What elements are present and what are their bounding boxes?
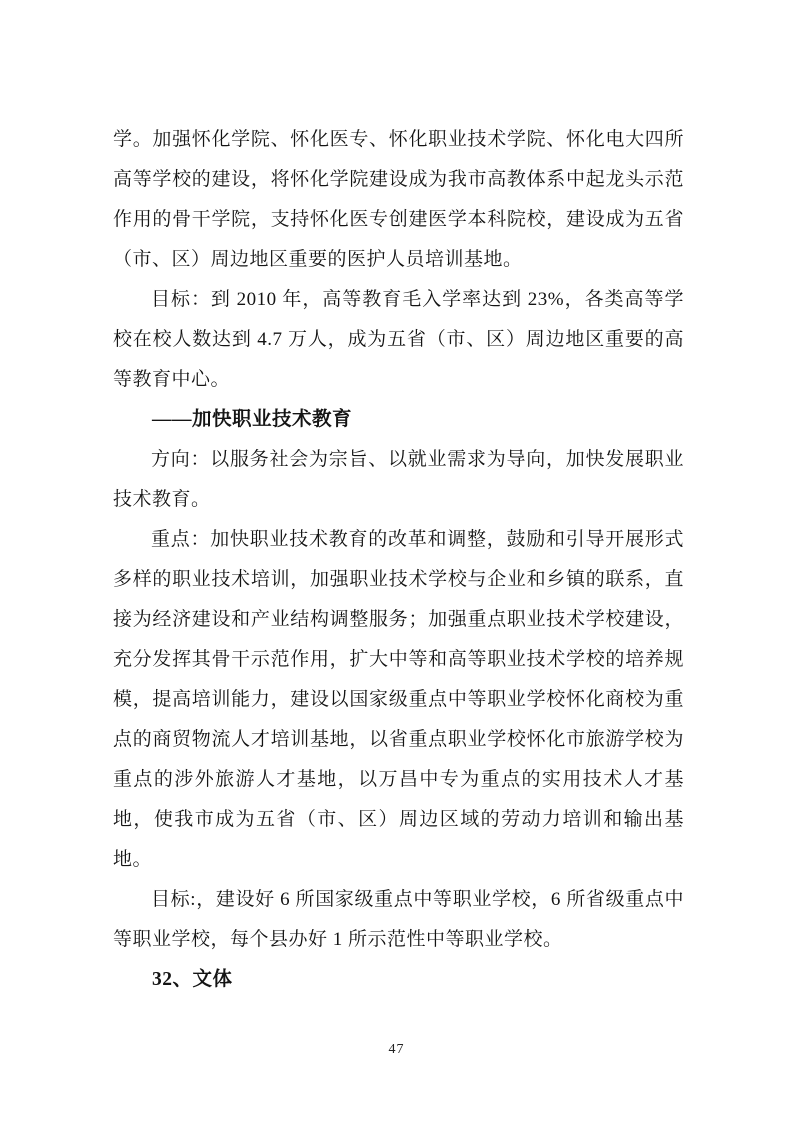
page-content xyxy=(113,120,684,1000)
page-number: 47 xyxy=(388,1042,405,1057)
paragraph-vocational-goal: 目标:，建设好 6 所国家级重点中等职业学校，6 所省级重点中等职业学校，每个县办好 1 所示范性中等职业学校。 xyxy=(113,889,684,950)
paragraph-higher-education-goal: 目标：到 2010 年，高等教育毛入学率达到 23%，各类高等学校在校人数达到 4.7 万人，成为五省（市、区）周边地区重要的高等教育中心。 xyxy=(113,289,684,390)
section-heading-vocational-education: ——加快职业技术教育 xyxy=(152,409,353,430)
paragraph-vocational-direction: 方向：以服务社会为宗旨、以就业需求为导向，加快发展职业技术教育。 xyxy=(113,449,684,510)
paragraph-continuation-higher-education: 学。加强怀化学院、怀化医专、怀化职业技术学院、怀化电大四所高等学校的建设，将怀化学院建设成为我市高教体系中起龙头示范作用的骨干学院，支持怀化医专创建医学本科院校，建设成为五省（市、区）周边地区重要的医护人员培训基地。 xyxy=(113,129,684,270)
section-heading-culture-sports: 32、文体 xyxy=(152,969,233,990)
paragraph-vocational-key-points: 重点：加快职业技术教育的改革和调整，鼓励和引导开展形式多样的职业技术培训，加强职业技术学校与企业和乡镇的联系，直接为经济建设和产业结构调整服务；加强重点职业技术学校建设，充分发挥其骨干示范作用，扩大中等和高等职业技术学校的培养规模，提高培训能力，建设以国家级重点中等职业学校怀化商校为重点的商贸物流人才培训基地，以省重点职业学校怀化市旅游学校为重点的涉外旅游人才基地，以万昌中专为重点的实用技术人才基地，使我市成为五省（市、区）周边区域的劳动力培训和输出基地。 xyxy=(113,529,684,870)
